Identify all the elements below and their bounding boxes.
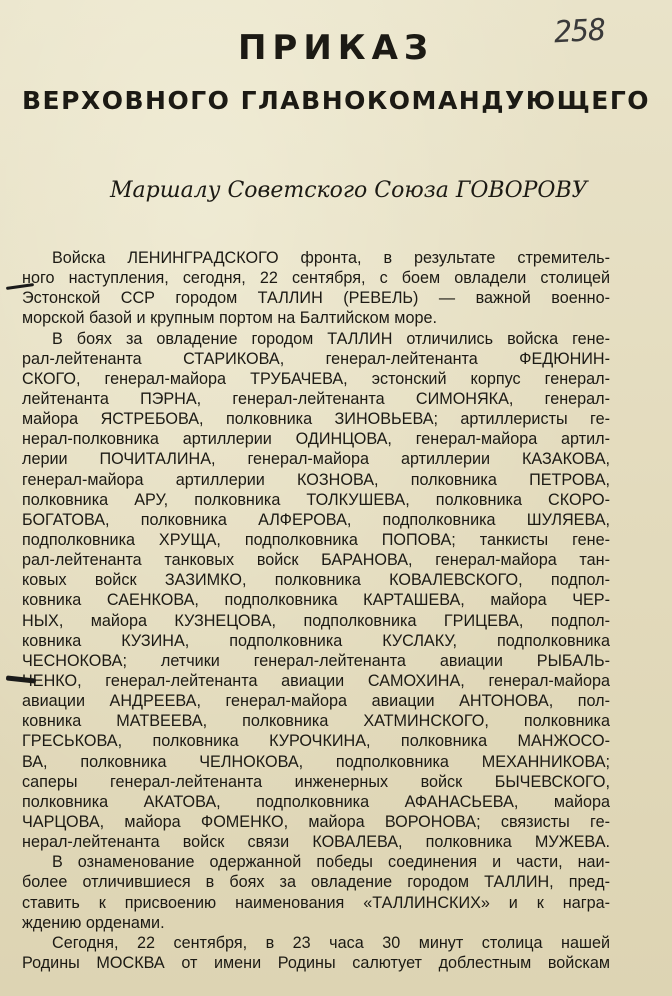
body-line: НЫХ, майора КУЗНЕЦОВА, подполковника ГРИЦЕВА, подпол- xyxy=(22,611,610,630)
body-line: ЧАРЦОВА, майора ФОМЕНКО, майора ВОРОНОВА; связисты ге- xyxy=(22,812,610,831)
body-line: нерал-полковника артиллерии ОДИНЦОВА, генерал-майора артил- xyxy=(22,430,610,449)
body-line: морской базой и крупным портом на Балтийском море. xyxy=(22,309,437,328)
document-subtitle: ВЕРХОВНОГО ГЛАВНОКОМАНДУЮЩЕГО xyxy=(22,86,650,115)
body-line: более отличившиеся в боях за овладение городом ТАЛЛИН, пред- xyxy=(22,873,610,892)
body-line: ковника САЕНКОВА, подполковника КАРТАШЕВА, майора ЧЕР- xyxy=(22,591,610,610)
body-line: ждению орденами. xyxy=(22,913,165,932)
body-line: полковника АКАТОВА, подполковника АФАНАСЬЕВА, майора xyxy=(22,792,610,811)
body-line: Сегодня, 22 сентября, в 23 часа 30 минут столица нашей xyxy=(52,933,610,952)
body-line: СКОГО, генерал-майора ТРУБАЧЕВА, эстонский корпус генерал- xyxy=(22,369,610,388)
document-title: ПРИКАЗ xyxy=(237,28,435,68)
handwritten-page-number: 258 xyxy=(553,12,607,51)
body-line: подполковника ХРУЩА, подполковника ПОПОВА; танкисты гене- xyxy=(22,530,610,549)
body-line: ЧЕНКО, генерал-лейтенанта авиации САМОХИНА, генерал-майора xyxy=(22,671,610,690)
body-line: рал-лейтенанта СТАРИКОВА, генерал-лейтенанта ФЕДЮНИН- xyxy=(22,349,610,368)
body-line: ковника МАТВЕЕВА, полковника ХАТМИНСКОГО, полковника xyxy=(22,712,610,731)
body-line: лейтенанта ПЭРНА, генерал-лейтенанта СИМОНЯКА, генерал- xyxy=(22,389,610,408)
body-line: В ознаменование одержанной победы соединения и части, наи- xyxy=(52,853,610,872)
body-line: нерал-лейтенанта войск связи КОВАЛЕВА, полковника МУЖЕВА. xyxy=(22,833,610,852)
body-line: майора ЯСТРЕБОВА, полковника ЗИНОВЬЕВА; артиллеристы ге- xyxy=(22,410,610,429)
body-line: БОГАТОВА, полковника АЛФЕРОВА, подполковника ШУЛЯЕВА, xyxy=(22,510,610,529)
body-line: Войска ЛЕНИНГРАДСКОГО фронта, в результате стремитель- xyxy=(52,249,610,267)
body-line: ГРЕСЬКОВА, полковника КУРОЧКИНА, полковника МАНЖОСО- xyxy=(22,732,610,751)
body-line: ного наступления, сегодня, 22 сентября, с боем овладели столицей xyxy=(22,269,610,288)
body-line: ковника КУЗИНА, подполковника КУСЛАКУ, подполковника xyxy=(22,631,610,650)
body-line: лерии ПОЧИТАЛИНА, генерал-майора артиллерии КАЗАКОВА, xyxy=(22,450,610,469)
body-line: полковника АРУ, полковника ТОЛКУШЕВА, полковника СКОРО- xyxy=(22,490,610,509)
body-line: авиации АНДРЕЕВА, генерал-майора авиации АНТОНОВА, пол- xyxy=(22,692,610,711)
body-line: В боях за овладение городом ТАЛЛИН отличились войска гене- xyxy=(52,329,610,348)
body-line: Родины МОСКВА от имени Родины салютует доблестным войскам xyxy=(22,953,610,972)
body-line: генерал-майора артиллерии КОЗНОВА, полковника ПЕТРОВА, xyxy=(22,470,610,489)
order-body-text xyxy=(22,248,610,973)
body-line: ковых войск ЗАЗИМКО, полковника КОВАЛЕВСКОГО, подпол- xyxy=(22,571,610,590)
body-line: ставить к присвоению наименования «ТАЛЛИНСКИХ» и к награ- xyxy=(22,893,610,912)
body-line: рал-лейтенанта танковых войск БАРАНОВА, генерал-майора тан- xyxy=(22,551,610,570)
body-line: Эстонской ССР городом ТАЛЛИН (РЕВЕЛЬ) — важной военно- xyxy=(22,289,610,308)
body-line: ЧЕСНОКОВА; летчики генерал-лейтенанта авиации РЫБАЛЬ- xyxy=(22,651,610,670)
body-line: саперы генерал-лейтенанта инженерных войск БЫЧЕВСКОГО, xyxy=(22,772,610,791)
body-line: ВА, полковника ЧЕЛНОКОВА, подполковника МЕХАННИКОВА; xyxy=(22,752,610,771)
addressee-line: Маршалу Советского Союза ГОВОРОВУ xyxy=(110,178,588,203)
